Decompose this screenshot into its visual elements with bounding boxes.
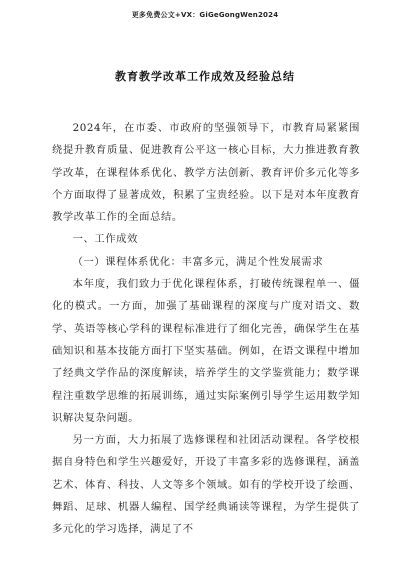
section-heading: 一、工作成效 [72,233,138,246]
header-note: 更多免费公文+VX：GiGeGongWen2024 [131,11,279,19]
document-title: 教育教学改革工作成效及经验总结 [115,70,295,83]
body-paragraph: 另一方面，大力拓展了选修课程和社团活动课程。各学校根据自身特色和学生兴趣爱好，开设了丰富多彩的选修课程，涵盖艺术、体育、科技、人文等多个领域。如有的学校开设了绘画、舞蹈、足球、机器人编程、国学经典诵读等课程，为学生提供了多元化的学习选择，满足了不 [52,434,360,536]
body-paragraph: 本年度，我们致力于优化课程体系，打破传统课程单一、僵化的模式。一方面，加强了基础课程的深度与广度对语文、数学、英语等核心学科的课程标准进行了细化完善，确保学生在基础知识和基本技能方面打下坚实基础。例如，在语文课程中增加了经典文学作品的深度解读，培养学生的文学鉴赏能力；数学课程注重数学思维的拓展训练，通过实际案例引导学生运用数学知识解决复杂问题。 [52,278,360,424]
subsection-heading: （一）课程体系优化：丰富多元，满足个性发展需求 [72,255,324,268]
document-body [52,117,360,541]
intro-paragraph: 2024年，在市委、市政府的坚强领导下，市教育局紧紧围绕提升教育质量、促进教育公平这一核心目标，大力推进教育教学改革，在课程体系优化、教学方法创新、教育评价多元化等多个方面取得了显著成效，积累了宝贵经验。以下是对本年度教育教学改革工作的全面总结。 [52,122,360,224]
